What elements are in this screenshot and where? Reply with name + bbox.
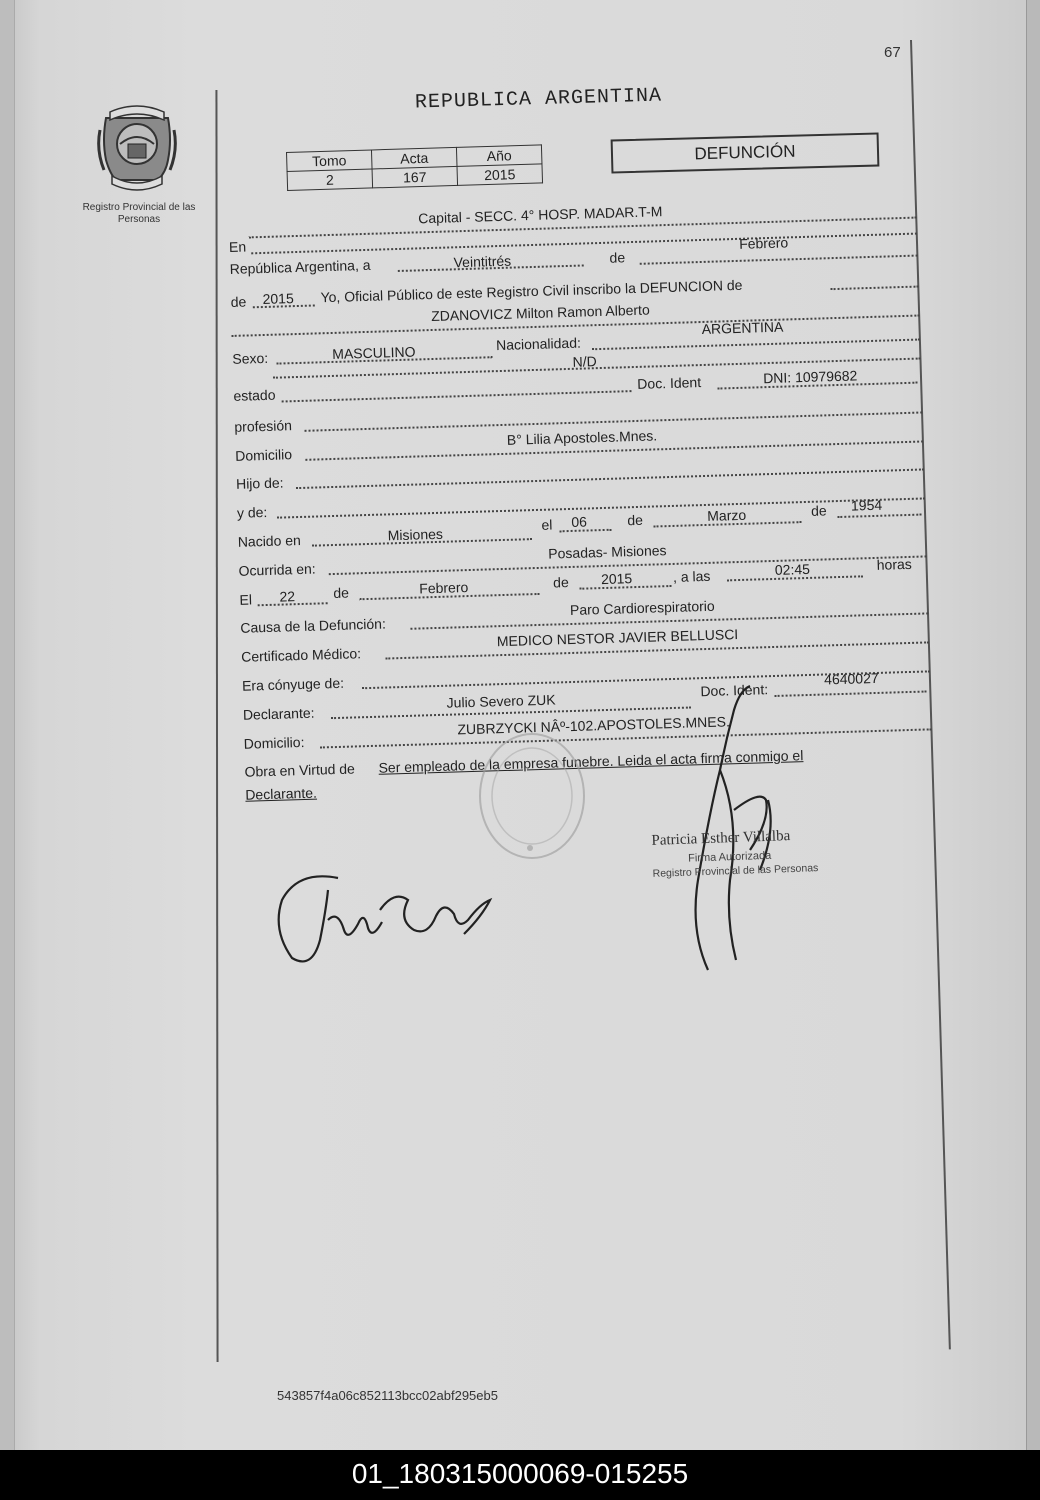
estado-value: N/D — [572, 353, 597, 370]
record-table — [286, 144, 543, 191]
inscribo-text: Yo, Oficial Público de este Registro Civil inscribo la DEFUNCION de — [320, 276, 743, 305]
page-edge — [1026, 0, 1040, 1450]
obra-value: Ser empleado de la empresa funebre. Leida el acta firma conmigo el — [378, 747, 804, 777]
estado-label: estado — [233, 386, 276, 404]
province-emblem-icon — [96, 100, 178, 192]
acta-value: 167 — [372, 166, 458, 188]
left-margin-line — [215, 90, 218, 1362]
declarante-label: Declarante: — [242, 704, 315, 723]
document-hash: 543857f4a06c852113bcc02abf295eb5 — [277, 1388, 498, 1403]
death-day: 22 — [279, 587, 296, 605]
causa-label: Causa de la Defunción: — [240, 615, 387, 637]
day-value: Veintitrés — [453, 252, 512, 271]
declarante-value: Julio Severo ZUK — [446, 691, 556, 711]
signatory-registry: Registro Provincial de las Personas — [652, 862, 819, 880]
registry-caption: Registro Provincial de las Personas — [82, 202, 196, 225]
official-seal-stamp — [470, 718, 600, 868]
birth-month: Marzo — [706, 506, 747, 524]
page-title: REPUBLICA ARGENTINA — [414, 84, 663, 115]
certificado-value: MEDICO NESTOR JAVIER BELLUSCI — [496, 626, 739, 650]
birth-day: 06 — [571, 513, 588, 530]
death-time: 02:45 — [774, 560, 811, 578]
republica-label: República Argentina, a — [229, 256, 371, 277]
death-year: 2015 — [600, 569, 633, 587]
en-label: En — [228, 238, 247, 255]
doc-ident-value: DNI: 10979682 — [762, 367, 858, 387]
profesion-label: profesión — [234, 416, 293, 435]
yde-label: y de: — [236, 504, 268, 522]
death-record-form — [228, 191, 945, 809]
sexo-label: Sexo: — [232, 350, 269, 368]
nacionalidad-value: ARGENTINA — [701, 318, 784, 338]
header-acta: Acta — [371, 147, 457, 169]
header-ano: Año — [456, 145, 542, 167]
de-label: de — [552, 573, 569, 591]
death-month: Febrero — [419, 578, 469, 597]
obra-value-2: Declarante. — [245, 784, 318, 803]
deceased-name: ZDANOVICZ Milton Ramon Alberto — [430, 301, 650, 325]
declarante-domicilio-label: Domicilio: — [243, 733, 305, 752]
birth-year: 1954 — [850, 496, 883, 514]
declarante-doc-label: Doc. Ident: — [700, 680, 769, 699]
footer-id: 01_180315000069-015255 — [351, 1458, 689, 1489]
fill-line — [837, 514, 921, 518]
signatory-role: Firma Autorizada — [687, 849, 772, 865]
death-el-label: El — [239, 591, 253, 608]
de-label: de — [333, 584, 350, 601]
el-label: el — [541, 516, 553, 533]
de-label: de — [810, 502, 827, 519]
ocurrida-label: Ocurrida en: — [238, 560, 316, 579]
page-number: 67 — [884, 44, 901, 61]
place-value: Capital - SECC. 4° HOSP. MADAR.T-M — [418, 203, 663, 227]
hijo-label: Hijo de: — [235, 474, 284, 493]
de-label: de — [609, 249, 626, 266]
de-label: de — [230, 293, 247, 310]
doc-ident-label: Doc. Ident — [637, 374, 702, 392]
fill-line — [831, 285, 919, 290]
header-tomo: Tomo — [287, 150, 373, 172]
binding-edge — [0, 0, 15, 1450]
declarant-signature — [268, 860, 508, 970]
de-label: de — [627, 511, 644, 529]
signature-block — [651, 827, 818, 880]
month-value: Febrero — [738, 234, 789, 252]
nacido-label: Nacido en — [237, 531, 302, 550]
causa-value: Paro Cardiorespiratorio — [569, 598, 715, 619]
footer-bar — [0, 1450, 1040, 1500]
declarante-doc-value: 4640027 — [823, 669, 879, 688]
horas-label: horas — [876, 555, 912, 573]
obra-label: Obra en Virtud de — [244, 760, 356, 781]
tomo-value: 2 — [287, 169, 373, 191]
a-las-label: , a las — [672, 567, 711, 585]
domicilio-label: Domicilio — [234, 445, 293, 464]
signatory-name: Patricia Esther Villalba — [651, 828, 791, 849]
nacido-value: Misiones — [387, 525, 444, 544]
declarante-domicilio-value: ZUBRZYCKI NÂº-102.APOSTOLES.MNES. — [457, 712, 731, 737]
nacionalidad-label: Nacionalidad: — [495, 334, 582, 354]
conyuge-label: Era cónyuge de: — [241, 674, 345, 694]
year-value: 2015 — [262, 289, 294, 307]
sexo-value: MASCULINO — [332, 343, 416, 363]
ocurrida-value: Posadas- Misiones — [548, 541, 667, 562]
domicilio-value: B° Lilia Apostoles.Mnes. — [506, 426, 658, 448]
certificado-label: Certificado Médico: — [240, 645, 362, 665]
fill-line — [775, 690, 927, 697]
document-type-box: DEFUNCIÓN — [611, 132, 880, 173]
ano-value: 2015 — [457, 164, 543, 186]
